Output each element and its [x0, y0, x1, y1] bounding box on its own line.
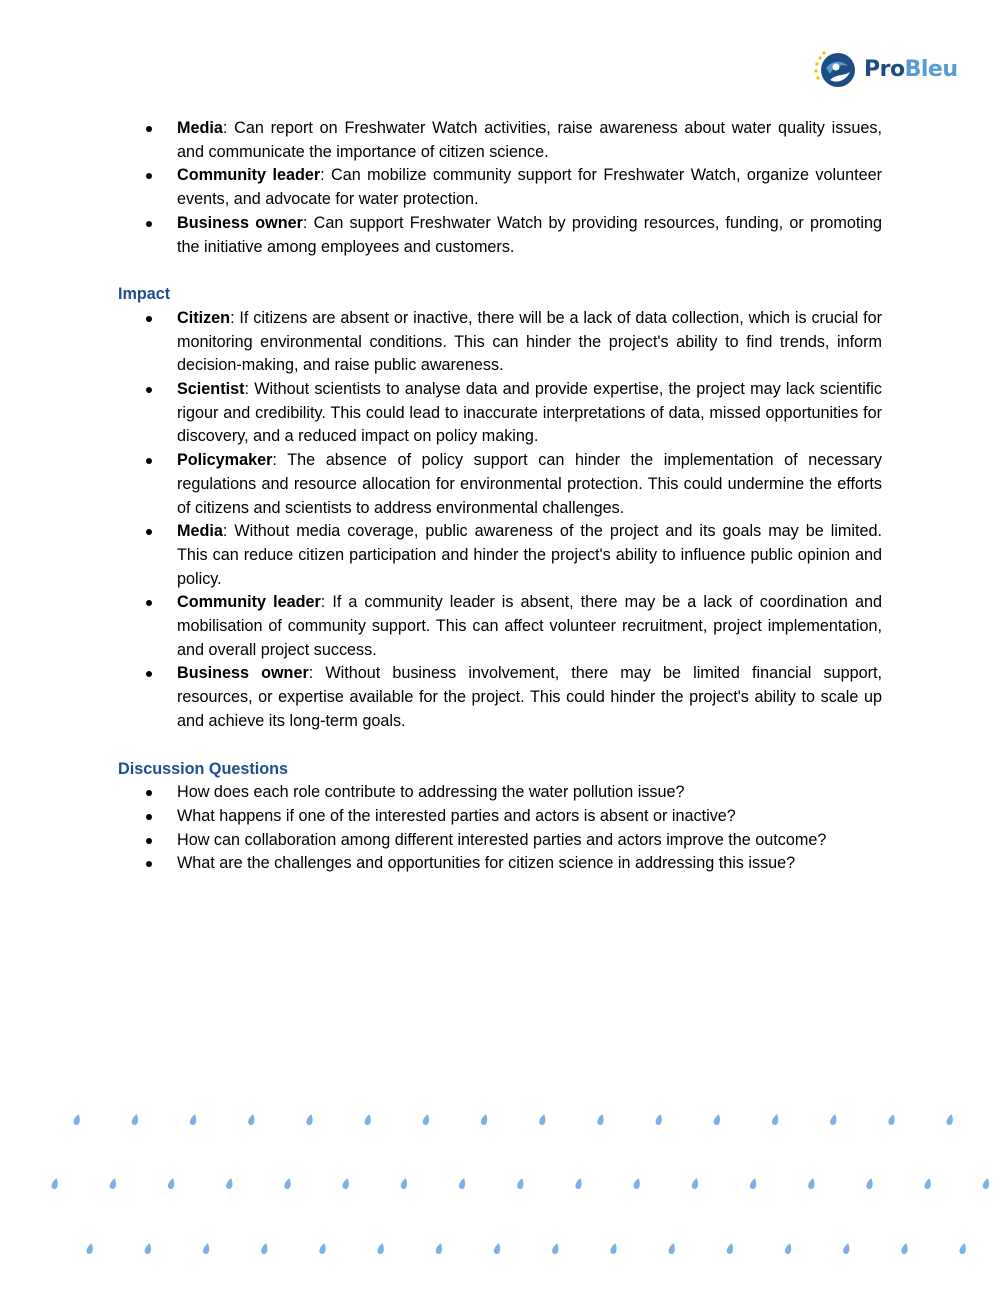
water-drop-icon — [888, 1113, 897, 1125]
list-item: How can collaboration among different interested parties and actors improve the outcome? — [118, 829, 882, 853]
water-drop-icon — [633, 1177, 642, 1189]
probleu-wordmark — [864, 57, 958, 82]
list-item — [118, 164, 882, 211]
impact-list — [118, 307, 882, 734]
water-drop-icon — [784, 1242, 793, 1254]
water-drop-icon — [829, 1113, 838, 1125]
water-drop-icon — [551, 1242, 560, 1254]
role-name: Community leader — [177, 593, 321, 612]
impact-description: : If citizens are absent or inactive, there will be a lack of data collection, which is crucial for monitoring environmental conditions. This can hinder the project's ability to find trends, inform decision-making, and raise public awareness. — [177, 308, 882, 375]
water-drop-icon — [377, 1242, 386, 1254]
role-name: Business owner — [177, 213, 303, 232]
water-drop-icon — [86, 1242, 95, 1254]
list-item — [118, 307, 882, 378]
role-name: Media — [177, 522, 223, 541]
water-drop-icon — [109, 1177, 118, 1189]
water-drop-icon — [144, 1242, 153, 1254]
water-drop-icon — [189, 1113, 198, 1125]
list-item — [118, 591, 882, 662]
list-item — [118, 212, 882, 259]
water-drop-icon — [435, 1242, 444, 1254]
water-drop-icon — [655, 1113, 664, 1125]
list-item: What are the challenges and opportunities for citizen science in addressing this issue? — [118, 852, 882, 876]
water-drop-icon — [284, 1177, 293, 1189]
water-drop-icon — [726, 1242, 735, 1254]
water-drop-icon — [202, 1242, 211, 1254]
water-drop-icon — [225, 1177, 234, 1189]
water-drop-icon — [959, 1242, 968, 1254]
probleu-globe-icon — [812, 46, 858, 92]
role-description: : Can support Freshwater Watch by providing resources, funding, or promoting the initiative among employees and customers. — [177, 213, 882, 256]
water-drop-icon — [458, 1177, 467, 1189]
water-drop-icon — [610, 1242, 619, 1254]
document-body — [118, 117, 882, 876]
water-drop-icon — [73, 1113, 82, 1125]
water-drop-icon — [364, 1113, 373, 1125]
water-drop-icon — [575, 1177, 584, 1189]
list-item — [118, 520, 882, 591]
logo-text-pro: Pro — [864, 56, 905, 82]
water-drop-icon — [480, 1113, 489, 1125]
water-drop-icon — [842, 1242, 851, 1254]
list-item: How does each role contribute to addressing the water pollution issue? — [118, 781, 882, 805]
role-name: Business owner — [177, 664, 309, 683]
water-drop-icon — [422, 1113, 431, 1125]
role-description: : Can report on Freshwater Watch activities, raise awareness about water quality issues, and communicate the importance of citizen science. — [177, 119, 882, 161]
water-drop-icon — [516, 1177, 525, 1189]
logo-text-bleu: Bleu — [904, 56, 958, 82]
water-drop-icon — [131, 1113, 140, 1125]
water-drop-icon — [538, 1113, 547, 1125]
water-drop-icon — [866, 1177, 875, 1189]
role-name: Scientist — [177, 380, 245, 399]
water-drop-icon — [771, 1113, 780, 1125]
water-drop-icon — [807, 1177, 816, 1189]
impact-description: : Without scientists to analyse data and provide expertise, the project may lack scientific rigour and credibility. This could lead to inaccurate interpretations of data, missed opportunities for discovery, and a reduced impact on policy making. — [177, 380, 882, 446]
water-drop-icon — [493, 1242, 502, 1254]
impact-heading: Impact — [118, 285, 171, 304]
impact-description: : If a community leader is absent, there may be a lack of coordination and mobilisation of community support. This can affect volunteer recruitment, project implementation, and overall project success. — [177, 593, 882, 659]
role-description: : Can mobilize community support for Freshwater Watch, organize volunteer events, and advocate for water protection. — [177, 166, 882, 209]
water-drop-icon — [691, 1177, 700, 1189]
impact-description: : Without business involvement, there may be limited financial support, resources, or expertise available for the project. This could hinder the project's ability to scale up and achieve its long-term goals. — [177, 664, 882, 730]
water-drop-icon — [982, 1177, 991, 1189]
water-drop-icon — [167, 1177, 176, 1189]
roles-list-continued — [118, 117, 882, 259]
water-drop-icon — [668, 1242, 677, 1254]
water-drop-icon — [901, 1242, 910, 1254]
probleu-logo — [812, 46, 972, 92]
water-drop-icon — [924, 1177, 933, 1189]
water-drop-pattern — [0, 1100, 1000, 1294]
list-item — [118, 449, 882, 520]
list-item: What happens if one of the interested parties and actors is absent or inactive? — [118, 805, 882, 829]
list-item — [118, 117, 882, 164]
water-drop-icon — [319, 1242, 328, 1254]
role-name: Media — [177, 119, 223, 137]
water-drop-icon — [342, 1177, 351, 1189]
water-drop-icon — [247, 1113, 256, 1125]
water-drop-icon — [51, 1177, 60, 1189]
list-item — [118, 378, 882, 449]
impact-description: : The absence of policy support can hinder the implementation of necessary regulations and resource allocation for environmental protection. This could undermine the efforts of citizens and scientists to address environmental challenges. — [177, 451, 882, 517]
water-drop-icon — [597, 1113, 606, 1125]
water-drop-icon — [749, 1177, 758, 1189]
discussion-heading: Discussion Questions — [118, 759, 289, 778]
water-drop-icon — [713, 1113, 722, 1125]
water-drop-icon — [946, 1113, 955, 1125]
discussion-list — [118, 781, 882, 876]
water-drop-icon — [400, 1177, 409, 1189]
role-name: Community leader — [177, 166, 321, 185]
water-drop-icon — [306, 1113, 315, 1125]
impact-description: : Without media coverage, public awareness of the project and its goals may be limited. This can reduce citizen participation and hinder the project's ability to influence public opinion and policy. — [177, 522, 882, 588]
role-name: Citizen — [177, 308, 231, 327]
role-name: Policymaker — [177, 451, 273, 470]
list-item — [118, 662, 882, 733]
water-drop-icon — [260, 1242, 269, 1254]
